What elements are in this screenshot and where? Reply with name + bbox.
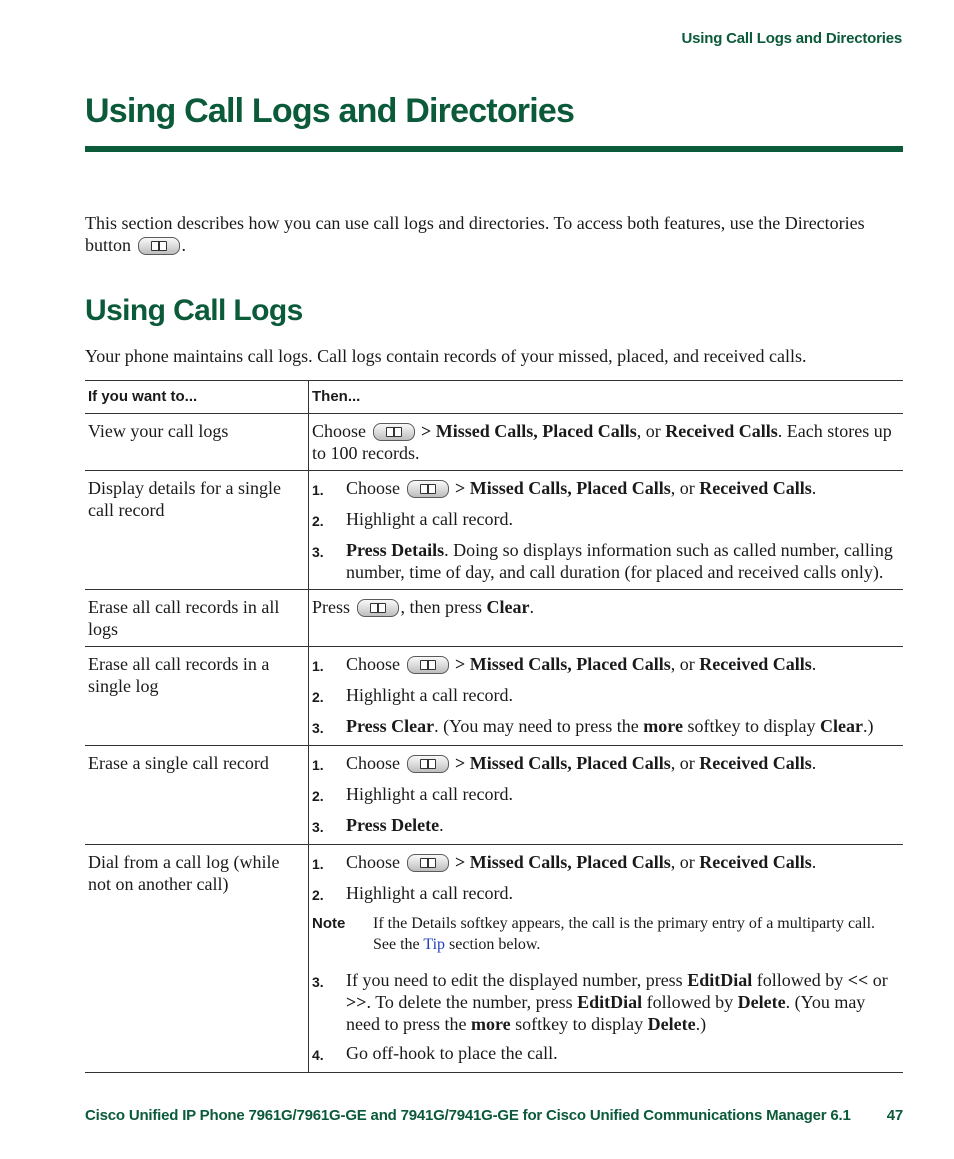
step-number: 1. <box>312 482 324 498</box>
row-want: Erase all call records in a single log <box>85 647 309 746</box>
table-row <box>85 590 903 647</box>
delete-label: Delete <box>647 1014 696 1034</box>
press-clear-label: Press Clear <box>346 716 435 736</box>
step-text <box>346 851 816 875</box>
step <box>312 851 899 875</box>
end-text: .) <box>862 716 874 736</box>
table-header-row <box>85 381 903 414</box>
received-calls-label: Received Calls <box>699 654 812 674</box>
step-fragment: softkey to display <box>515 1014 644 1034</box>
separator: > <box>455 478 466 498</box>
title-rule <box>85 146 903 152</box>
comma: , <box>567 753 572 773</box>
row-want: Erase a single call record <box>85 746 309 845</box>
step-fragment: . To delete the number, press <box>366 992 573 1012</box>
row-then <box>309 414 904 471</box>
back-key-label: << <box>847 970 869 990</box>
choose-text: Choose <box>312 421 366 441</box>
separator: > <box>455 654 466 674</box>
note-text <box>373 913 899 955</box>
clear-label: Clear <box>819 716 863 736</box>
comma: , <box>533 421 538 441</box>
step-fragment: . (You may need to press the <box>346 992 866 1034</box>
choose-text: Choose <box>346 753 400 773</box>
step <box>312 969 899 1035</box>
table-row <box>85 845 903 1073</box>
tip-link[interactable]: Tip <box>423 936 446 953</box>
section-lead: Your phone maintains call logs. Call logs contain records of your missed, placed, and received calls. <box>85 346 807 366</box>
placed-calls-label: Placed Calls <box>576 852 671 872</box>
step-text <box>346 752 816 776</box>
note-box <box>312 913 899 955</box>
press-text: Press <box>312 597 351 617</box>
step-text: Highlight a call record. <box>346 784 513 804</box>
step <box>312 477 899 501</box>
or-text: , or <box>670 753 695 773</box>
step-text <box>346 715 873 739</box>
table-row <box>85 471 903 590</box>
row-then <box>309 647 904 746</box>
editdial-label: EditDial <box>687 970 753 990</box>
step <box>312 508 899 532</box>
table-row <box>85 647 903 746</box>
step-text <box>346 539 899 583</box>
choose-text: Choose <box>346 654 400 674</box>
step <box>312 684 899 708</box>
step-number: 3. <box>312 974 324 990</box>
delete-label: Delete <box>737 992 786 1012</box>
step-fragment: followed by <box>756 970 844 990</box>
step-text: Highlight a call record. <box>346 883 513 903</box>
step-text: Highlight a call record. <box>346 685 513 705</box>
step <box>312 783 899 807</box>
editdial-label: EditDial <box>577 992 643 1012</box>
step-number: 3. <box>312 544 324 560</box>
choose-text: Choose <box>346 478 400 498</box>
row-want: Display details for a single call record <box>85 471 309 590</box>
comma: , <box>567 654 572 674</box>
press-details-label: Press Details <box>346 540 445 560</box>
note-body: If the Details softkey appears, the call is the primary entry of a multiparty call. See the <box>373 915 876 953</box>
step-number: 2. <box>312 788 324 804</box>
step-number: 4. <box>312 1047 324 1063</box>
separator: > <box>455 852 466 872</box>
table-row <box>85 414 903 471</box>
step-number: 3. <box>312 819 324 835</box>
choose-text: Choose <box>346 852 400 872</box>
step-fragment: followed by <box>646 992 734 1012</box>
received-calls-label: Received Calls <box>665 421 778 441</box>
comma: , <box>567 852 572 872</box>
directories-button-icon <box>407 480 449 498</box>
more-label: more <box>470 1014 511 1034</box>
col-header-then: Then... <box>312 388 361 405</box>
step-fragment: .) <box>695 1014 707 1034</box>
step-fragment: or <box>872 970 888 990</box>
directories-button-icon <box>138 237 180 255</box>
missed-calls-label: Missed Calls <box>469 852 568 872</box>
or-text: , or <box>636 421 661 441</box>
step-number: 1. <box>312 856 324 872</box>
running-header: Using Call Logs and Directories <box>681 30 902 47</box>
page-footer <box>85 1107 903 1124</box>
row-then <box>309 845 904 1073</box>
end-text: . <box>811 852 817 872</box>
step-text <box>346 477 816 501</box>
step-fragment: If you need to edit the displayed number, press <box>346 970 683 990</box>
tail-text: . Each stores up to 100 records. <box>312 421 892 463</box>
step-number: 2. <box>312 887 324 903</box>
intro-paragraph <box>85 212 885 256</box>
step <box>312 882 899 906</box>
or-text: , or <box>670 654 695 674</box>
step-text: Highlight a call record. <box>346 509 513 529</box>
col-header-want: If you want to... <box>85 381 309 414</box>
directories-button-icon <box>407 656 449 674</box>
table-row <box>85 746 903 845</box>
received-calls-label: Received Calls <box>699 852 812 872</box>
section-title: Using Call Logs <box>85 294 303 327</box>
received-calls-label: Received Calls <box>699 753 812 773</box>
step-number: 1. <box>312 757 324 773</box>
step-number: 3. <box>312 720 324 736</box>
call-logs-table <box>85 380 903 1073</box>
end-text: . <box>529 597 534 617</box>
step-text: Go off-hook to place the call. <box>346 1043 558 1063</box>
step <box>312 715 899 739</box>
forward-key-label: >> <box>346 992 367 1012</box>
step <box>312 653 899 677</box>
comma: , <box>567 478 572 498</box>
missed-calls-label: Missed Calls <box>435 421 534 441</box>
clear-label: Clear <box>486 597 530 617</box>
footer-title: Cisco Unified IP Phone 7961G/7961G-GE and 7941G/7941G-GE for Cisco Unified Communications Manager 6.1 <box>85 1107 851 1124</box>
intro-text: This section describes how you can use call logs and directories. To access both features, use the Directories button <box>85 213 865 255</box>
separator: > <box>455 753 466 773</box>
placed-calls-label: Placed Calls <box>576 753 671 773</box>
directories-button-icon <box>373 423 415 441</box>
row-want: Dial from a call log (while not on another call) <box>85 845 309 1073</box>
end-text: . <box>811 654 817 674</box>
row-want: Erase all call records in all logs <box>85 590 309 647</box>
placed-calls-label: Placed Calls <box>576 654 671 674</box>
step-detail-text: softkey to display <box>687 716 816 736</box>
step <box>312 752 899 776</box>
step <box>312 539 899 583</box>
placed-calls-label: Placed Calls <box>576 478 671 498</box>
row-then <box>309 471 904 590</box>
step-text <box>346 814 444 838</box>
step-detail-text: . <box>439 815 444 835</box>
end-text: . <box>811 478 817 498</box>
separator: > <box>421 421 432 441</box>
more-label: more <box>643 716 683 736</box>
row-want: View your call logs <box>85 414 309 471</box>
directories-button-icon <box>407 854 449 872</box>
missed-calls-label: Missed Calls <box>469 753 568 773</box>
step <box>312 814 899 838</box>
end-text: . <box>811 753 817 773</box>
directories-button-icon <box>357 599 399 617</box>
row-then <box>309 590 904 647</box>
step <box>312 1042 899 1066</box>
missed-calls-label: Missed Calls <box>469 654 568 674</box>
received-calls-label: Received Calls <box>699 478 812 498</box>
press-delete-label: Press Delete <box>346 815 440 835</box>
mid-text: , then press <box>400 597 482 617</box>
step-text <box>346 653 816 677</box>
page-title: Using Call Logs and Directories <box>85 92 575 130</box>
missed-calls-label: Missed Calls <box>469 478 568 498</box>
placed-calls-label: Placed Calls <box>542 421 637 441</box>
step-number: 1. <box>312 658 324 674</box>
or-text: , or <box>670 852 695 872</box>
step-number: 2. <box>312 513 324 529</box>
page-number: 47 <box>886 1107 903 1124</box>
step-text <box>346 969 899 1035</box>
step-detail-text: . (You may need to press the <box>434 716 639 736</box>
row-then <box>309 746 904 845</box>
step-number: 2. <box>312 689 324 705</box>
directories-button-icon <box>407 755 449 773</box>
note-tail: section below. <box>449 936 541 953</box>
intro-end: . <box>181 235 187 255</box>
note-label: Note <box>312 915 346 932</box>
or-text: , or <box>670 478 695 498</box>
step-detail-text: . Doing so displays information such as called number, calling number, time of day, and call duration (for placed and received calls only). <box>346 540 893 582</box>
